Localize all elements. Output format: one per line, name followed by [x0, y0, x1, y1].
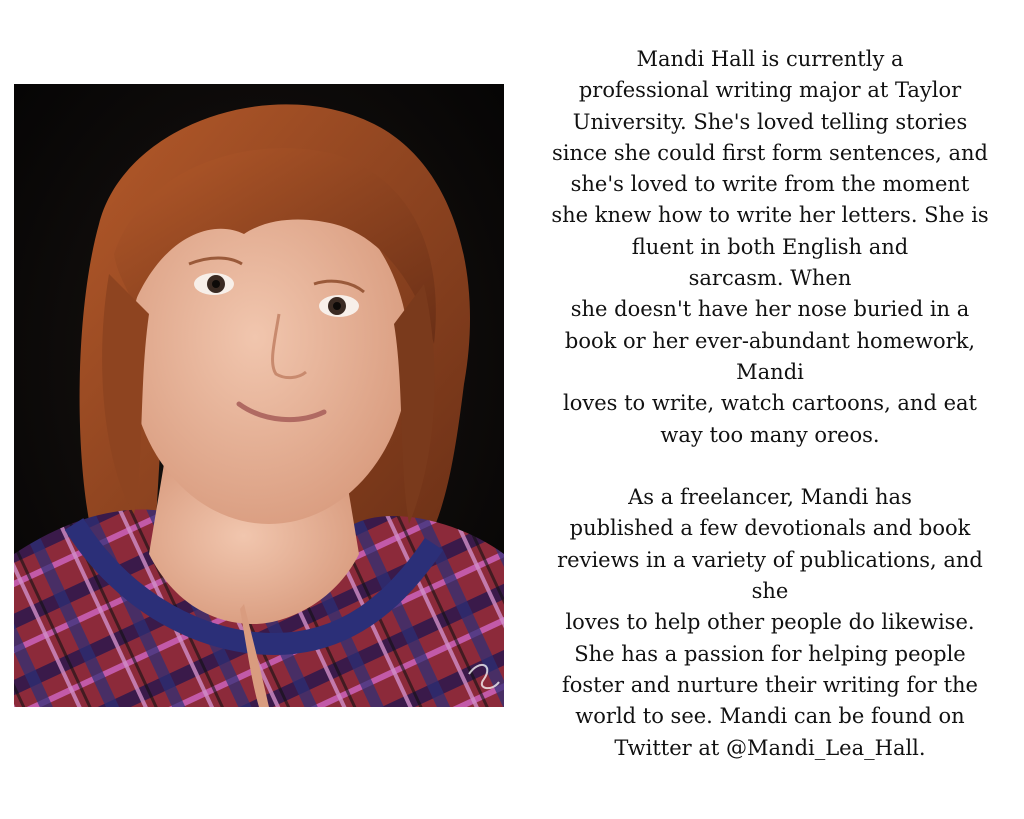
bio-line: sarcasm. When — [688, 266, 852, 291]
bio-line: professional writing major at Taylor — [578, 78, 962, 103]
bio-line: As a freelancer, Mandi has — [628, 485, 912, 510]
bio-line: since she could first form sentences, and — [552, 140, 988, 165]
bio-paragraph-2 — [530, 482, 1010, 764]
author-portrait-photo — [14, 84, 504, 707]
bio-line: world to see. Mandi can be found on — [575, 704, 965, 729]
bio-line: foster and nurture their writing for the — [561, 672, 978, 697]
bio-line: published a few devotionals and book — [569, 516, 971, 541]
bio-line: Mandi Hall is currently a — [636, 47, 904, 71]
bio-line: she doesn't have her nose buried in a — [570, 297, 970, 322]
author-bio — [530, 44, 1010, 784]
bio-line: loves to write, watch cartoons, and eat — [563, 391, 977, 416]
bio-line: Twitter at @Mandi_Lea_Hall. — [614, 735, 926, 760]
paragraph-spacer — [530, 451, 1010, 482]
bio-line: loves to help other people do likewise. — [565, 610, 975, 635]
bio-line: she — [751, 579, 789, 604]
bio-line: she knew how to write her letters. She is — [551, 203, 989, 228]
bio-line: She has a passion for helping people — [574, 641, 966, 666]
bio-line: she's loved to write from the moment — [570, 172, 970, 197]
bio-line: book or her ever-abundant homework, — [564, 328, 976, 353]
bio-paragraph-1 — [530, 44, 1010, 451]
bio-line: way too many oreos. — [660, 422, 880, 447]
portrait-illustration — [14, 84, 504, 707]
bio-line: reviews in a variety of publications, and — [557, 547, 983, 572]
bio-line: University. She's loved telling stories — [572, 109, 968, 134]
bio-line: Mandi — [736, 359, 804, 384]
bio-line: fluent in both English and — [631, 234, 909, 259]
